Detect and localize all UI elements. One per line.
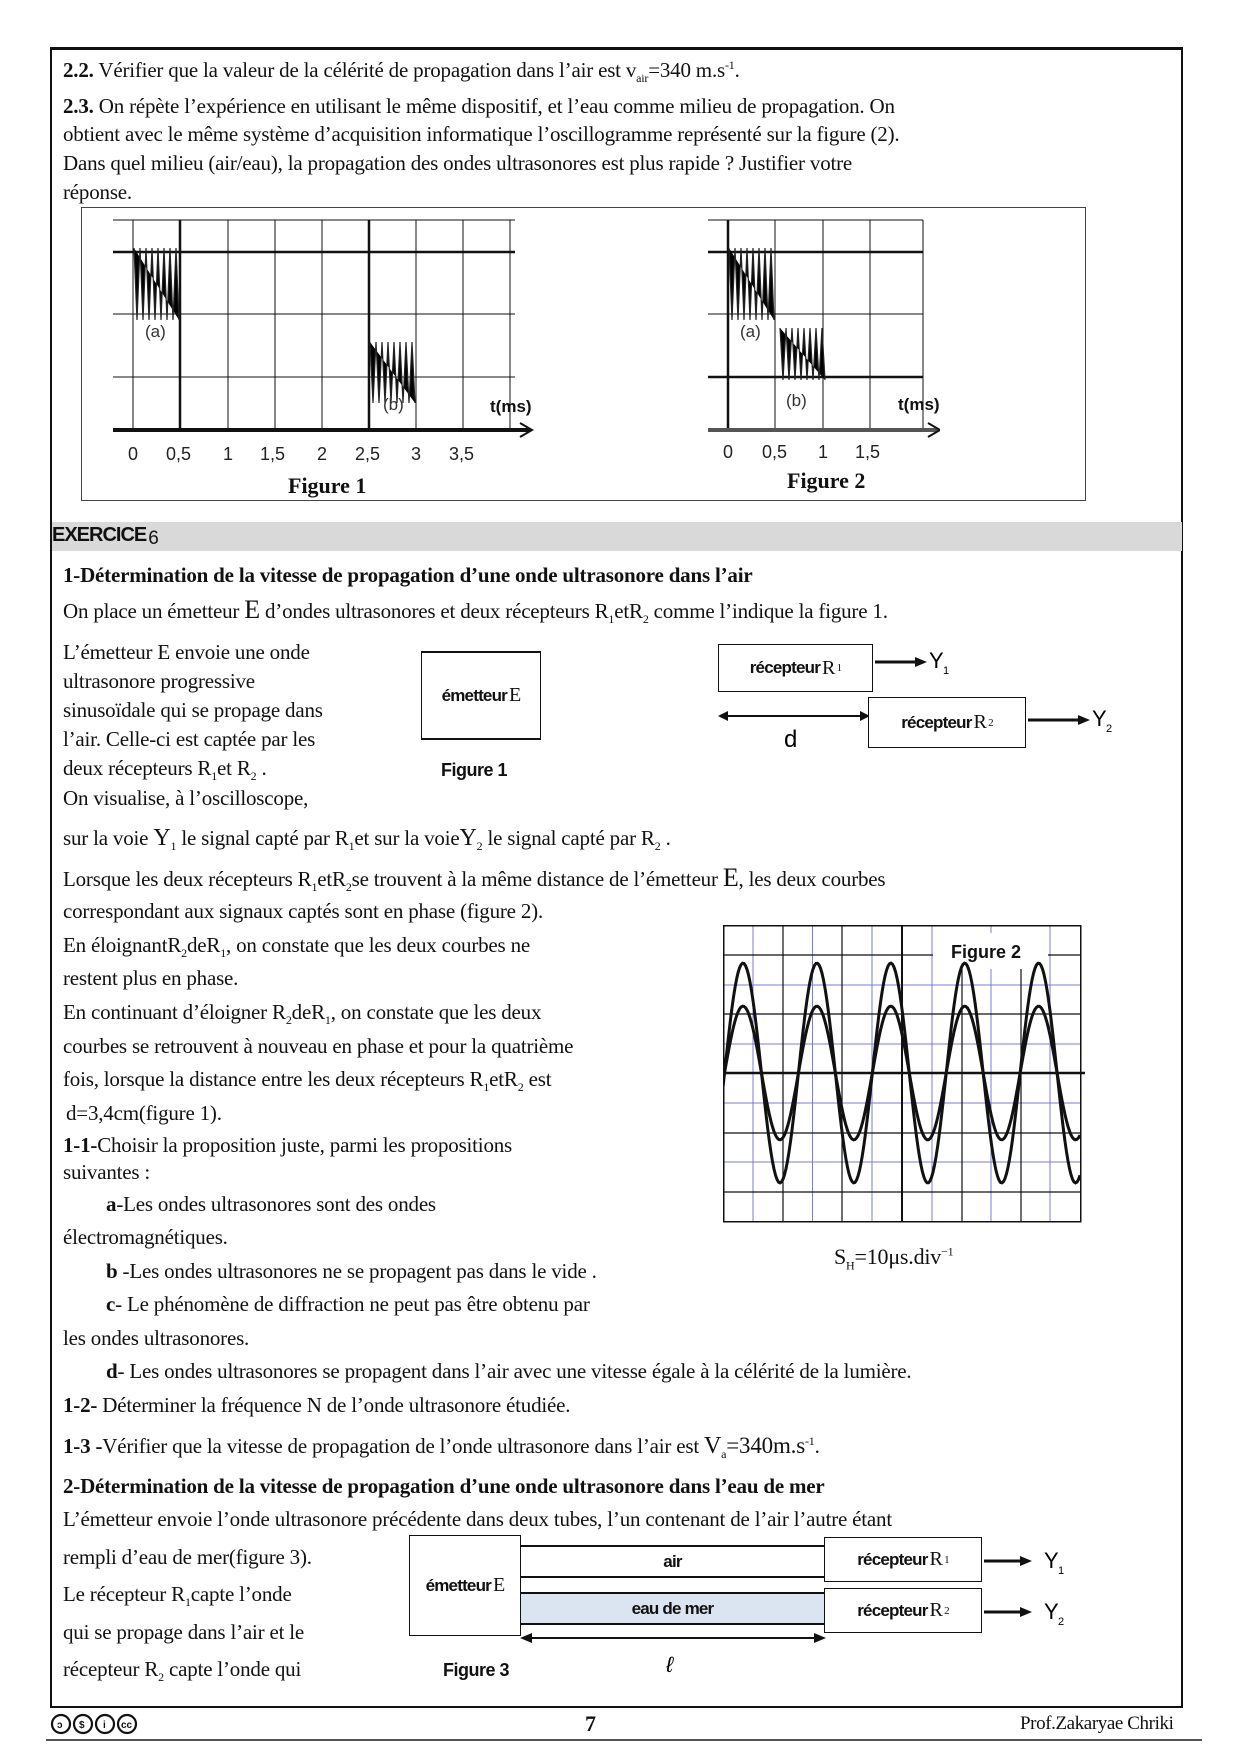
svg-text:1: 1	[943, 665, 950, 677]
continuant-line-2: courbes se retrouvent à nouveau en phase et pour la quatrième	[63, 1034, 574, 1058]
axis-label: t(ms)	[490, 397, 532, 416]
text-line: On visualise, à l’oscilloscope,	[63, 786, 309, 810]
label-b: (b)	[383, 395, 404, 414]
svg-text:Y: Y	[929, 648, 944, 673]
svg-text:Y: Y	[1044, 1599, 1059, 1624]
horizontal-sensitivity: $S_H=10\mu s.div^{-1}$	[834, 1244, 954, 1273]
output-arrow-1-fig3	[982, 1545, 1082, 1585]
emitter-box-fig3: émetteur E	[409, 1535, 521, 1636]
text-line: Le récepteur $R_1capte$ l’onde	[63, 1582, 292, 1610]
svg-text:3,5: 3,5	[449, 444, 475, 464]
option-d: d- Les ondes ultrasonores se propagent dans l’air avec une vitesse égale à la célérité de la lumière.	[106, 1359, 912, 1383]
text-line: l’air. Celle-ci est captée par les	[63, 727, 316, 751]
svg-text:ℓ: ℓ	[666, 1652, 674, 1677]
svg-text:0,5: 0,5	[166, 444, 192, 464]
question-2-3-line4: réponse.	[63, 180, 132, 204]
svg-text:0,5: 0,5	[762, 442, 788, 462]
svg-text:i: i	[103, 1720, 106, 1731]
svg-text:1: 1	[1058, 1565, 1065, 1577]
text-line: récepteur $R_2$ capte l’onde qui	[63, 1657, 302, 1685]
burst-a	[134, 248, 179, 320]
text-line: L’émetteur E envoie une onde	[63, 640, 310, 664]
question-1-3: 1-3 -Vérifier que la vitesse de propagation de l’onde ultrasonore dans l’air est $V_a=340m.s^{-1}$.	[63, 1433, 820, 1462]
svg-text:cc: cc	[121, 1720, 133, 1731]
question-2-3: 2.3. On répète l’expérience en utilisant le même dispositif, et l’eau comme milieu de propagation. On	[63, 94, 895, 118]
svg-text:2: 2	[1058, 1616, 1065, 1628]
figure-1-caption: Figure 1	[288, 473, 367, 498]
receiver-1-box-fig3: récepteur R 1	[824, 1537, 982, 1582]
air-tube: air	[520, 1545, 825, 1578]
text-line: ultrasonore progressive	[63, 669, 255, 693]
option-b: b -Les ondes ultrasonores ne se propagent pas dans le vide .	[106, 1259, 597, 1283]
sea-water-tube: eau de mer	[520, 1592, 825, 1625]
option-a: a-Les ondes ultrasonores sont des ondes	[106, 1192, 436, 1216]
svg-text:1: 1	[818, 442, 829, 462]
cc-license-icons	[50, 1712, 142, 1736]
question-1-1-cont: suivantes :	[63, 1160, 151, 1184]
oscillo-caption: Figure 2	[951, 942, 1022, 962]
oscilloscope-figure-2	[723, 925, 1085, 1225]
svg-text:Y: Y	[1044, 1548, 1059, 1573]
svg-text:ɔ: ɔ	[57, 1720, 63, 1731]
svg-text:Y: Y	[1092, 706, 1107, 731]
svg-text:$: $	[79, 1720, 85, 1731]
label-a: (a)	[740, 322, 761, 341]
text-line: deux récepteurs $R_1et$ $R_2$ .	[63, 756, 267, 784]
figure-1-chart	[105, 212, 545, 472]
text-line: rempli d’eau de mer(figure 3).	[63, 1545, 312, 1569]
svg-text:1,5: 1,5	[855, 442, 881, 462]
exercise-title: EXERCICE 6	[52, 524, 158, 549]
option-a-cont: électromagnétiques.	[63, 1225, 228, 1249]
receiver-2-box-fig3: récepteur R 2	[824, 1588, 982, 1633]
question-2-2: 2.2. Vérifier que la valeur de la célérité de propagation dans l’air est $v_{air}=340$ $m.s^{-1}$.	[63, 58, 740, 86]
svg-text:0: 0	[723, 442, 734, 462]
emitter-box: émetteur E	[421, 651, 541, 740]
author-name: Prof.Zakaryae Chriki	[1020, 1713, 1174, 1734]
receiver-2-box: récepteur R 2	[868, 697, 1026, 748]
svg-text:2: 2	[317, 444, 328, 464]
part-1-intro: On place un émetteur E d’ondes ultrasonores et deux récepteurs $R_1etR_2$ comme l’indique la figure 1.	[63, 595, 888, 627]
x-ticks	[723, 442, 880, 462]
continuant-line-3: fois, lorsque la distance entre les deux récepteurs $R_1etR_2$ est	[63, 1067, 552, 1095]
svg-text:d: d	[784, 726, 798, 752]
question-1-2: 1-2- Déterminer la fréquence N de l’onde ultrasonore étudiée.	[63, 1393, 571, 1417]
eloignant-line-1: En éloignantR$_2$deR$_1$, on constate que les deux courbes ne	[63, 933, 531, 961]
axis-label: t(ms)	[898, 395, 940, 414]
figure-2-caption: Figure 2	[787, 468, 866, 493]
footer-divider	[46, 1739, 1202, 1741]
lorsque-line-2: correspondant aux signaux captés sont en phase (figure 2).	[63, 899, 543, 923]
eloignant-line-2: restent plus en phase.	[63, 966, 239, 990]
burst-b	[780, 328, 825, 380]
part-2-line-1: L’émetteur envoie l’onde ultrasonore précédente dans deux tubes, l’un contenant de l’air l’autre étant	[63, 1507, 892, 1531]
figure-2-chart	[700, 212, 940, 472]
option-c: c- Le phénomène de diffraction ne peut pas être obtenu par	[106, 1292, 590, 1316]
svg-text:1,5: 1,5	[260, 444, 286, 464]
burst-a	[729, 248, 774, 320]
question-2-3-line3: Dans quel milieu (air/eau), la propagation des ondes ultrasonores est plus rapide ? Justifier votre	[63, 151, 853, 175]
distance-value: d=3,4cm(figure 1).	[66, 1101, 222, 1125]
text-line: qui se propage dans l’air et le	[63, 1620, 305, 1644]
svg-text:0: 0	[128, 444, 139, 464]
svg-text:2,5: 2,5	[355, 444, 381, 464]
label-a: (a)	[145, 322, 166, 341]
x-ticks	[128, 444, 474, 464]
option-c-cont: les ondes ultrasonores.	[63, 1326, 250, 1350]
page-number: 7	[585, 1711, 596, 1736]
exercise-header-bar	[52, 522, 1182, 551]
part-2-title: 2-Détermination de la vitesse de propagation d’une onde ultrasonore dans l’eau de mer	[63, 1474, 825, 1498]
svg-text:1: 1	[223, 444, 234, 464]
lorsque-line-1: Lorsque les deux récepteurs $R_1etR_2se$ trouvent à la même distance de l’émetteur E, les deux courbes	[63, 863, 886, 895]
text-line: sinusoïdale qui se propage dans	[63, 698, 323, 722]
output-arrow-2-fig3	[982, 1596, 1082, 1636]
voie-line: sur la voie $Y_1$ le signal capté par $R_1et$ sur la voieY$_2$ le signal capté par $R_2$ .	[63, 825, 671, 854]
question-2-3-line2: obtient avec le même système d’acquisition informatique l’oscillogramme représenté sur la figure (2).	[63, 122, 900, 146]
part-1-title: 1-Détermination de la vitesse de propagation d’une onde ultrasonore dans l’air	[63, 563, 753, 587]
svg-text:2: 2	[1106, 723, 1113, 735]
burst-b	[370, 342, 415, 403]
svg-text:3: 3	[411, 444, 422, 464]
receiver-1-box: récepteur R 1	[718, 644, 873, 692]
output-arrow-2	[1026, 702, 1116, 742]
distance-arrow	[716, 702, 876, 752]
length-arrow	[516, 1630, 831, 1680]
output-arrow-1	[873, 644, 953, 684]
question-1-1: 1-1-Choisir la proposition juste, parmi les propositions	[63, 1133, 513, 1157]
label-b: (b)	[786, 391, 807, 410]
continuant-line-1: En continuant d’éloigner $R_2deR_1$, on constate que les deux	[63, 1000, 542, 1028]
figure-1-diagram-caption: Figure 1	[441, 760, 508, 780]
figure-3-caption: Figure 3	[443, 1660, 510, 1680]
